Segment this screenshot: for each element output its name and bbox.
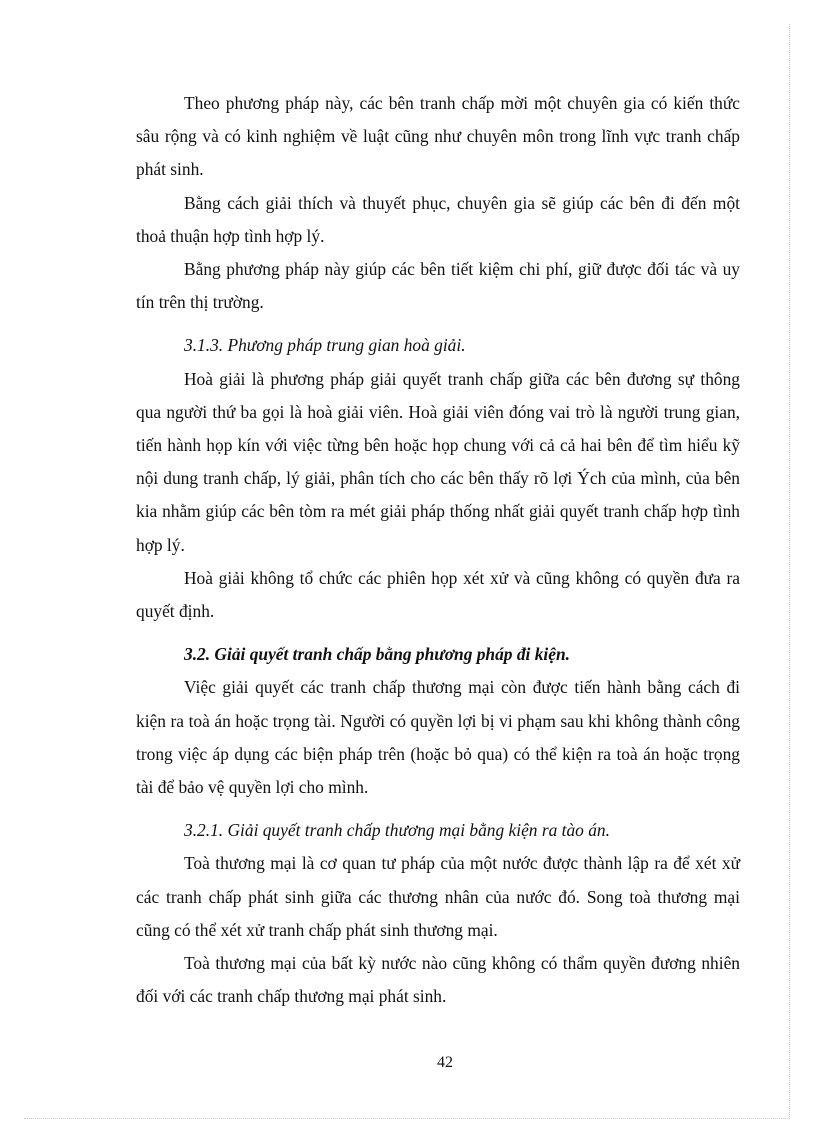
subheading-mediation: 3.1.3. Phương pháp trung gian hoà giải. bbox=[184, 335, 466, 356]
paragraph-mediation-no-hearing: Hoà giải không tổ chức các phiên họp xét xử và cũng không có quyền đưa ra quyết định. bbox=[136, 567, 740, 622]
paragraph-litigation-intro: Việc giải quyết các tranh chấp thương mại còn được tiến hành bằng cách đi kiện ra toà án hoặc trọng tài. Người có quyền lợi bị vi phạm sau khi không thành công trong việc áp dụng các biện pháp trên (hoặc bỏ qua) có thể kiện ra toà án hoặc trọng tài để bảo vệ quyền lợi cho mình. bbox=[136, 677, 740, 798]
paragraph-commercial-court: Toà thương mại là cơ quan tư pháp của một nước được thành lập ra để xét xử các tranh chấp phát sinh giữa các thương nhân của nước đó. Song toà thương mại cũng có thể xét xử tranh chấp phát sinh thương mại. bbox=[136, 853, 740, 940]
heading-litigation: 3.2. Giải quyết tranh chấp bằng phương pháp đi kiện. bbox=[184, 644, 570, 665]
document-body bbox=[136, 87, 740, 1013]
paragraph-mediation-definition: Hoà giải là phương pháp giải quyết tranh chấp giữa các bên đương sự thông qua người thứ ba gọi là hoà giải viên. Hoà giải viên đóng vai trò là người trung gian, tiến hành họp kín với việc từng bên hoặc họp chung với cả cả hai bên để tìm hiểu kỹ nội dung tranh chấp, lý giải, phân tích cho các bên thấy rõ lợi Ých của mình, của bên kia nhằm giúp các bên tòm ra mét giải pháp thống nhất giải quyết tranh chấp hợp tình hợp lý. bbox=[136, 368, 740, 555]
paragraph-expert-benefits: Bằng phương pháp này giúp các bên tiết kiệm chi phí, giữ được đối tác và uy tín trên thị trường. bbox=[136, 259, 740, 313]
paragraph-expert-method: Theo phương pháp này, các bên tranh chấp mời một chuyên gia có kiến thức sâu rộng và có kinh nghiệm về luật cũng như chuyên môn trong lĩnh vực tranh chấp phát sinh. bbox=[136, 93, 740, 180]
paragraph-court-jurisdiction: Toà thương mại của bất kỳ nước nào cũng không có thẩm quyền đương nhiên đối với các tranh chấp thương mại phát sinh. bbox=[136, 953, 740, 1007]
page-number: 42 bbox=[437, 1054, 453, 1071]
paragraph-expert-persuasion: Bằng cách giải thích và thuyết phục, chuyên gia sẽ giúp các bên đi đến một thoả thuận hợp tình hợp lý. bbox=[136, 192, 740, 246]
subheading-court: 3.2.1. Giải quyết tranh chấp thương mại bằng kiện ra tào án. bbox=[184, 820, 610, 841]
